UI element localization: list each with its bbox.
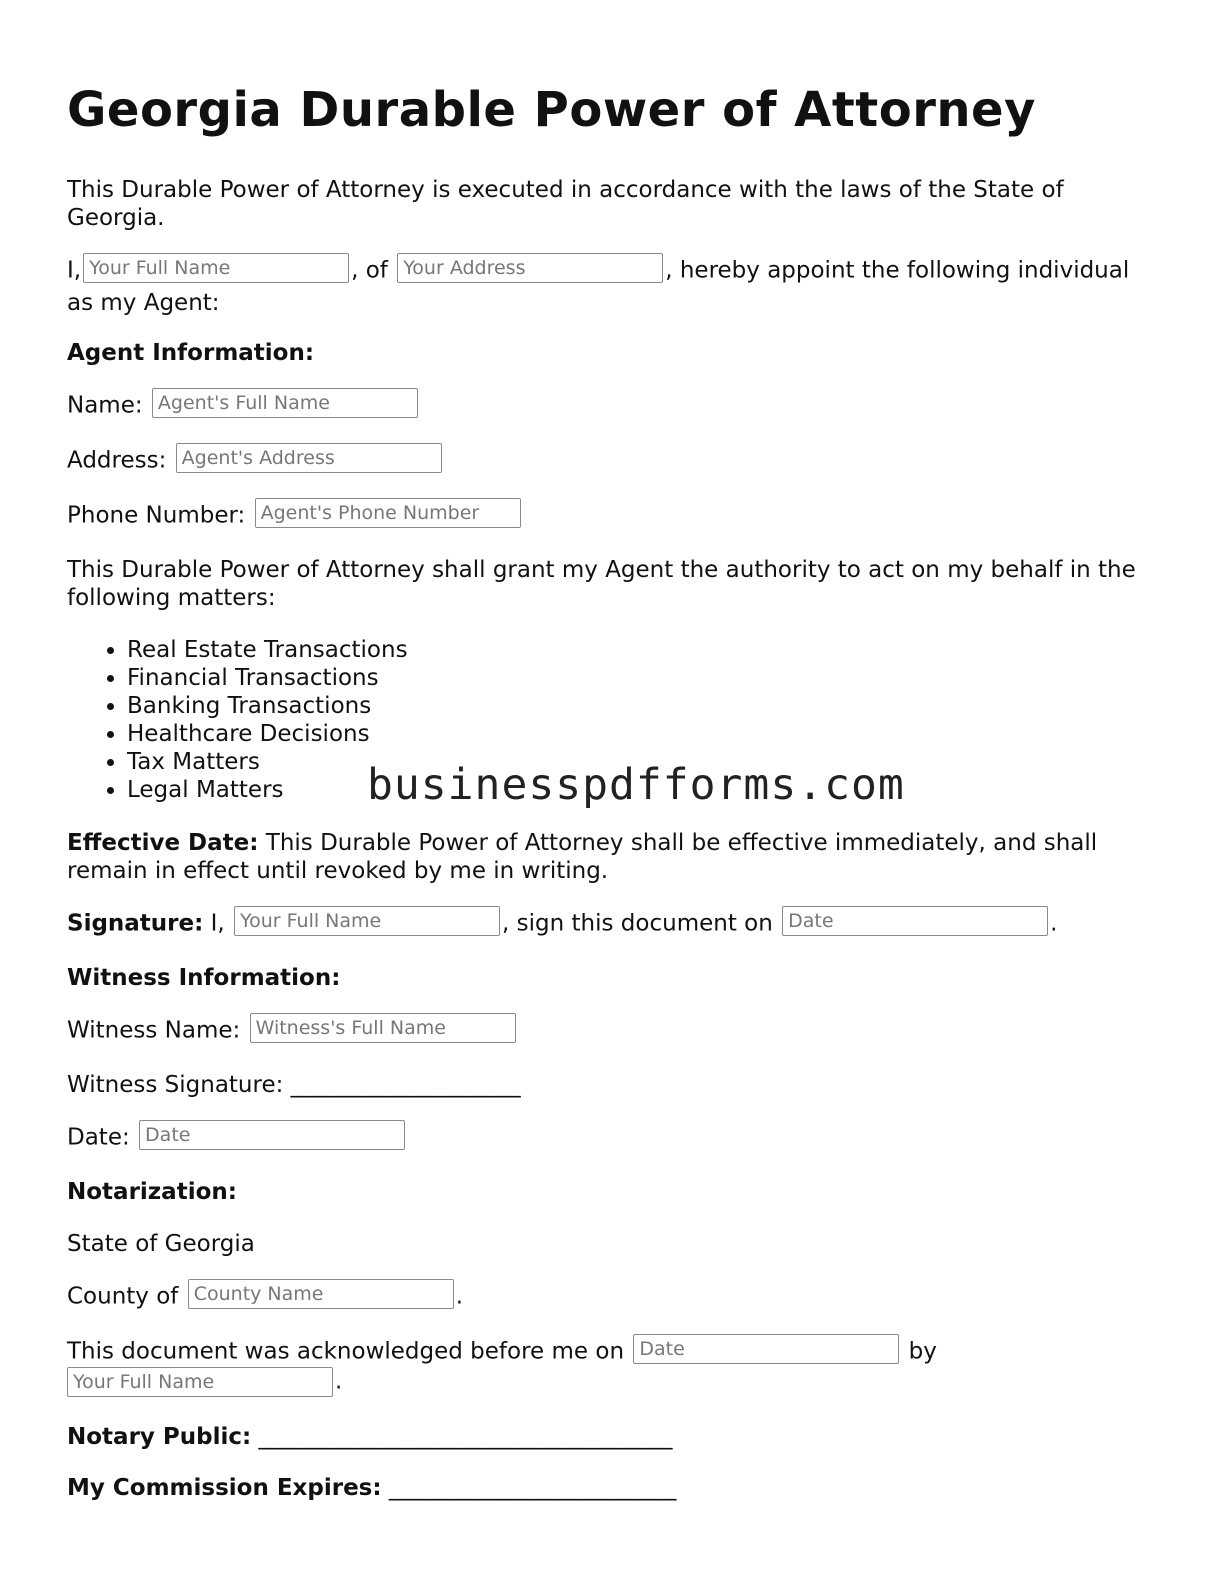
- witness-name-input[interactable]: [250, 1013, 516, 1043]
- ack-by: by: [908, 1338, 937, 1365]
- commission-row: [67, 1474, 676, 1502]
- commission-line[interactable]: _________________________: [388, 1475, 677, 1501]
- witness-name-label: Witness Name:: [67, 1017, 241, 1044]
- appoint-middle: , of: [351, 257, 388, 284]
- commission-label: My Commission Expires:: [67, 1475, 382, 1501]
- agent-phone-input[interactable]: [255, 498, 521, 528]
- county-end: .: [455, 1283, 464, 1310]
- signature-prefix: I,: [203, 910, 225, 937]
- signature-name-input[interactable]: [234, 906, 500, 936]
- signature-end: .: [1050, 910, 1058, 937]
- signature-row: [67, 909, 1057, 939]
- list-item: • Banking Transactions: [127, 692, 408, 720]
- agent-address-row: [67, 446, 444, 476]
- ack-text: This document was acknowledged before me on: [67, 1338, 625, 1365]
- acknowledgment-paragraph: [67, 1337, 1152, 1397]
- effective-paragraph: [67, 829, 1152, 885]
- agent-heading: Agent Information:: [67, 340, 315, 366]
- signature-label: Signature:: [67, 910, 204, 937]
- document-title: Georgia Durable Power of Attorney: [67, 82, 1036, 138]
- agent-phone-label: Phone Number:: [67, 502, 246, 529]
- effective-text: This Durable Power of Attorney shall be effective immediately, and shall remain in effect until revoked by me in writing.: [67, 830, 1098, 884]
- ack-end: .: [335, 1368, 343, 1395]
- ack-date-input[interactable]: [633, 1334, 899, 1364]
- list-item: • Real Estate Transactions: [127, 636, 408, 664]
- effective-label: Effective Date:: [67, 830, 259, 856]
- county-label: County of: [67, 1283, 179, 1310]
- agent-name-row: [67, 391, 420, 421]
- agent-name-input[interactable]: [152, 388, 418, 418]
- agent-name-label: Name:: [67, 392, 143, 419]
- notary-public-label: Notary Public:: [67, 1424, 252, 1450]
- notarization-heading: Notarization:: [67, 1179, 237, 1205]
- agent-address-input[interactable]: [176, 443, 442, 473]
- signature-middle: , sign this document on: [502, 910, 773, 937]
- witness-date-label: Date:: [67, 1124, 130, 1151]
- notary-public-line[interactable]: ____________________________________: [258, 1424, 673, 1450]
- principal-address-input[interactable]: [397, 253, 663, 283]
- witness-signature-label: Witness Signature:: [67, 1072, 284, 1098]
- ack-name-input[interactable]: [67, 1367, 333, 1397]
- county-row: [67, 1282, 463, 1312]
- witness-signature-line[interactable]: ____________________: [290, 1072, 521, 1098]
- list-item: • Tax Matters: [127, 748, 408, 776]
- notary-public-row: [67, 1423, 673, 1451]
- witness-date-row: [67, 1123, 407, 1153]
- watermark: businesspdfforms.com: [367, 760, 905, 810]
- appoint-line2: as my Agent:: [67, 290, 220, 316]
- list-item: • Legal Matters: [127, 776, 408, 804]
- appoint-prefix: I,: [67, 257, 82, 284]
- agent-address-label: Address:: [67, 447, 167, 474]
- witness-heading: Witness Information:: [67, 965, 341, 991]
- witness-name-row: [67, 1016, 518, 1046]
- matters-list: [67, 636, 408, 804]
- principal-name-input[interactable]: [83, 253, 349, 283]
- signature-date-input[interactable]: [782, 906, 1048, 936]
- witness-date-input[interactable]: [139, 1120, 405, 1150]
- appoint-paragraph: [67, 256, 1152, 314]
- intro-paragraph: This Durable Power of Attorney is executed in accordance with the laws of the State of Georgia.: [67, 177, 1064, 231]
- authority-paragraph: This Durable Power of Attorney shall grant my Agent the authority to act on my behalf in the following matters:: [67, 557, 1136, 611]
- notary-state: State of Georgia: [67, 1231, 255, 1257]
- county-input[interactable]: [188, 1279, 454, 1309]
- agent-phone-row: [67, 501, 523, 531]
- list-item: • Healthcare Decisions: [127, 720, 408, 748]
- appoint-suffix: , hereby appoint the following individual: [665, 257, 1130, 284]
- list-item: • Financial Transactions: [127, 664, 408, 692]
- witness-signature-row: [67, 1071, 521, 1099]
